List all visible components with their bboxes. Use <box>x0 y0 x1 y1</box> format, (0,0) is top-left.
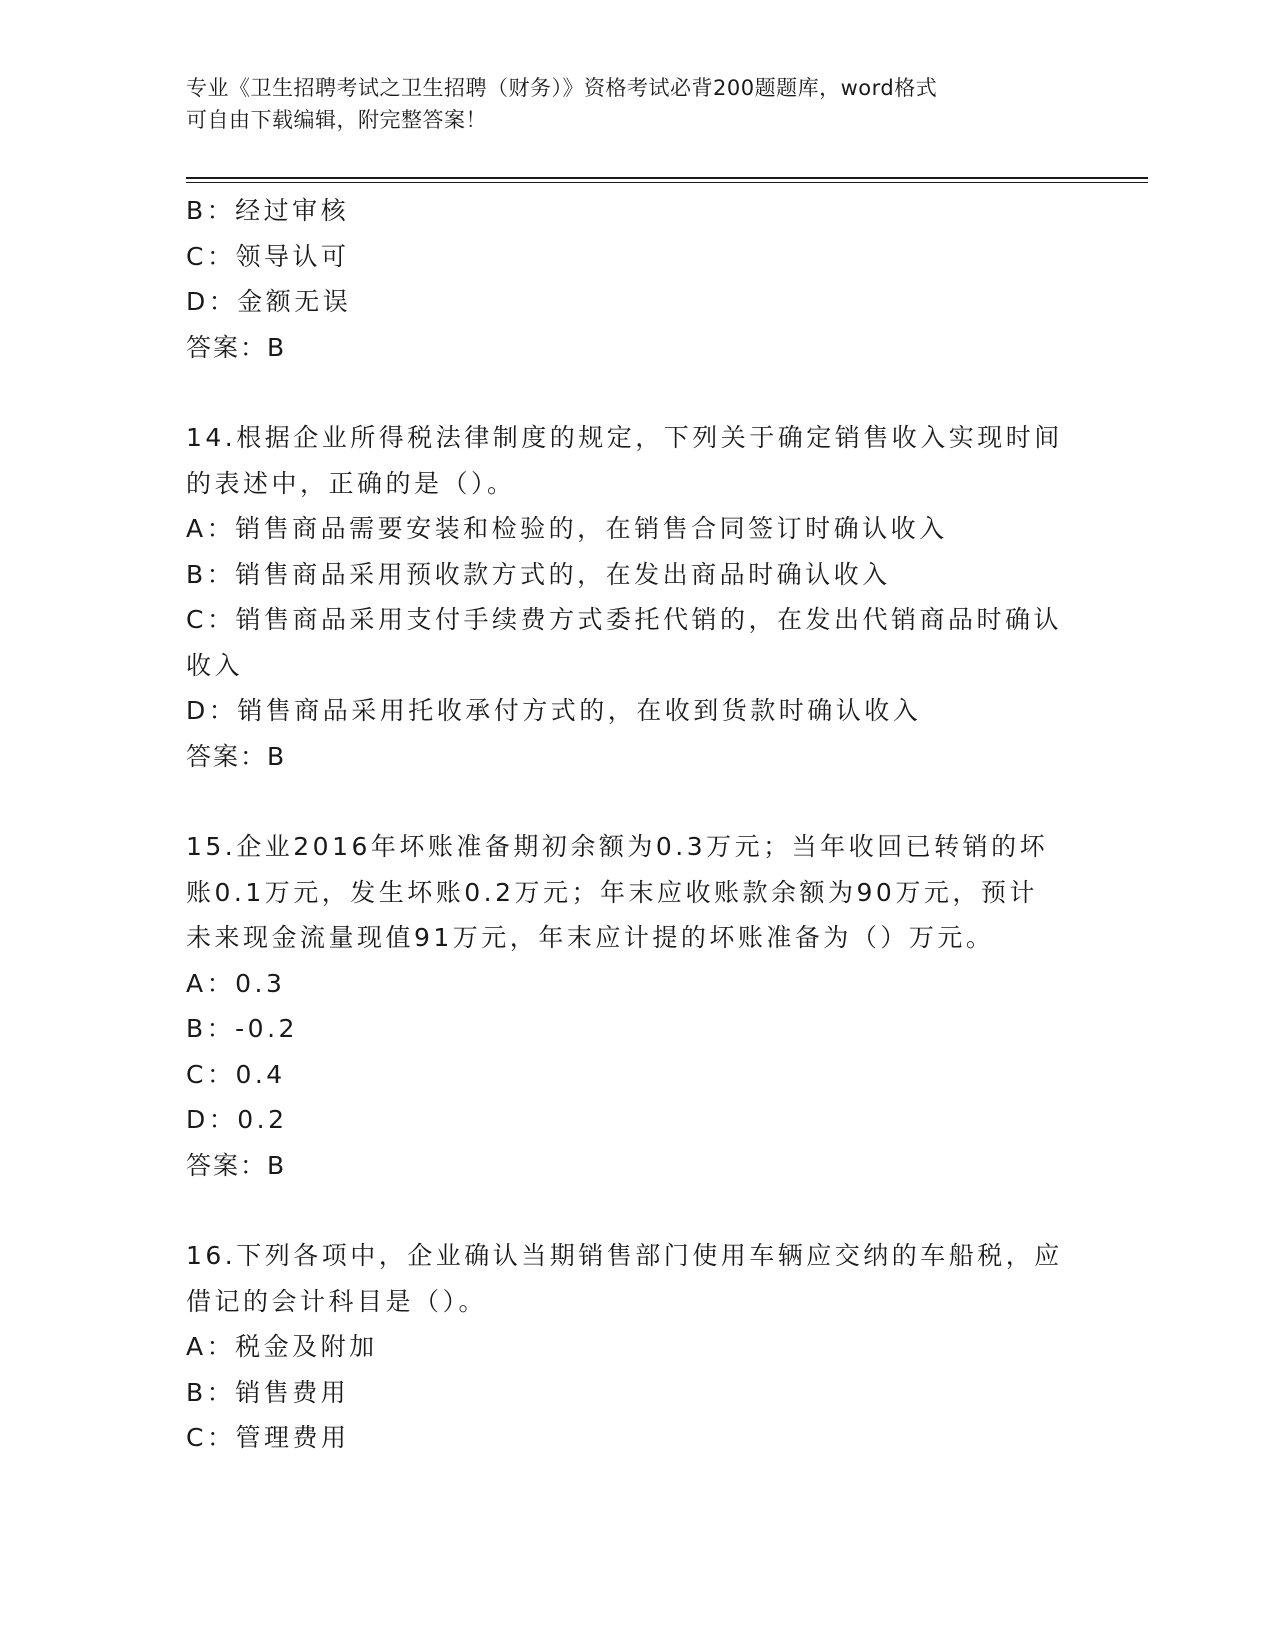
q15-option-c: C：0.4 <box>186 1059 286 1089</box>
q13-answer: 答案：B <box>186 332 287 362</box>
q15-option-d: D：0.2 <box>186 1105 288 1134</box>
q16-option-c: C：管理费用 <box>186 1423 350 1452</box>
q15-stem-line-2: 账0.1万元，发生坏账0.2万元；年末应收账款余额为90万元，预计 <box>186 877 1038 907</box>
q13-option-d: D：金额无误 <box>186 287 352 316</box>
q15-stem-line-1: 15.企业2016年坏账准备期初余额为0.3万元；当年收回已转销的坏 <box>186 832 1049 861</box>
document-header <box>186 72 1086 136</box>
q15-answer: 答案：B <box>186 1150 287 1180</box>
question-16 <box>186 1233 1066 1461</box>
q16-option-a: A：税金及附加 <box>186 1332 378 1361</box>
q13-option-b: B：经过审核 <box>186 196 350 225</box>
q14-option-a: A：销售商品需要安装和检验的，在销售合同签订时确认收入 <box>186 514 948 543</box>
question-14 <box>186 415 1066 779</box>
question-gap <box>186 370 1066 415</box>
q16-stem-line-2: 借记的会计科目是（）。 <box>186 1286 488 1316</box>
question-list <box>186 188 1066 1461</box>
question-gap <box>186 779 1066 824</box>
header-title-line-1: 专业《卫生招聘考试之卫生招聘（财务）》资格考试必背200题题库，word格式 <box>186 76 938 100</box>
q14-answer: 答案：B <box>186 741 287 771</box>
q14-option-d: D：销售商品采用托收承付方式的，在收到货款时确认收入 <box>186 696 922 725</box>
q14-option-c-line-2: 收入 <box>186 650 244 680</box>
q15-option-b: B：-0.2 <box>186 1014 298 1043</box>
header-divider-thick <box>186 177 1148 179</box>
q15-stem-line-3: 未来现金流量现值91万元，年末应计提的坏账准备为（）万元。 <box>186 923 995 952</box>
q13-option-c: C：领导认可 <box>186 241 350 271</box>
q14-stem-line-2: 的表述中，正确的是（）。 <box>186 468 516 498</box>
q14-stem-line-1: 14.根据企业所得税法律制度的规定，下列关于确定销售收入实现时间 <box>186 423 1063 452</box>
q15-option-a: A：0.3 <box>186 968 286 998</box>
header-divider-thin <box>186 182 1148 183</box>
q16-stem-line-1: 16.下列各项中，企业确认当期销售部门使用车辆应交纳的车船税，应 <box>186 1241 1063 1270</box>
question-15 <box>186 824 1066 1188</box>
question-13 <box>186 188 1066 370</box>
question-gap <box>186 1188 1066 1233</box>
q14-option-c-line-1: C：销售商品采用支付手续费方式委托代销的，在发出代销商品时确认 <box>186 605 1062 634</box>
q14-option-b: B：销售商品采用预收款方式的，在发出商品时确认收入 <box>186 559 891 589</box>
header-title-line-2: 可自由下载编辑，附完整答案！ <box>186 108 487 132</box>
q16-option-b: B：销售费用 <box>186 1377 350 1407</box>
